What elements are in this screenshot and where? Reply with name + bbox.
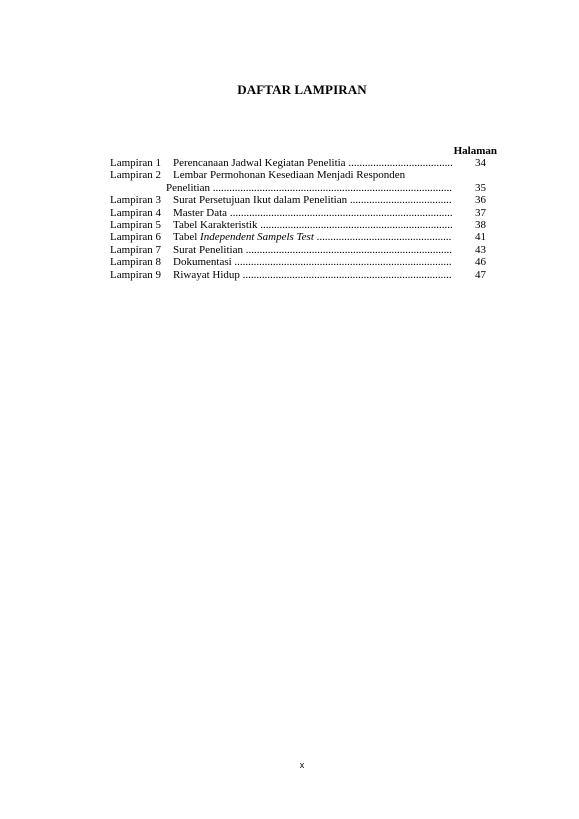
entry-label: Lampiran 5 bbox=[110, 218, 162, 231]
entry-page: 47 bbox=[475, 268, 486, 281]
entry-title: Riwayat Hidup ..... bbox=[173, 269, 452, 281]
entry-label: Lampiran 2 bbox=[110, 169, 162, 182]
entry-title: Dokumentasi ..... bbox=[173, 256, 452, 268]
list-item[interactable] bbox=[110, 207, 497, 219]
entry-page: 37 bbox=[475, 206, 486, 219]
entry-title bbox=[173, 231, 452, 243]
page-title: DAFTAR LAMPIRAN bbox=[237, 82, 367, 97]
entry-label: Lampiran 3 bbox=[110, 194, 162, 207]
list-item[interactable] bbox=[110, 269, 497, 281]
page-number: x bbox=[299, 760, 305, 770]
entry-title-italic: Independent Sampels Test bbox=[200, 231, 314, 244]
entry-title-continued: Penelitian ..... bbox=[166, 182, 452, 194]
list-item[interactable] bbox=[110, 194, 497, 206]
list-item[interactable] bbox=[110, 169, 497, 194]
list-item[interactable] bbox=[110, 256, 497, 268]
entry-page: 36 bbox=[475, 194, 486, 207]
entry-page: 41 bbox=[475, 231, 486, 244]
entry-page: 38 bbox=[475, 218, 486, 231]
entry-title: Master Data ..... bbox=[173, 207, 452, 219]
entry-page: 35 bbox=[475, 181, 486, 194]
entry-title: Tabel Karakteristik ..... bbox=[173, 219, 452, 231]
entry-label: Lampiran 9 bbox=[110, 268, 162, 281]
entry-label: Lampiran 8 bbox=[110, 256, 162, 269]
entry-label: Lampiran 4 bbox=[110, 206, 162, 219]
entry-title: Perencanaan Jadwal Kegiatan Penelitia ..... bbox=[173, 157, 452, 169]
list-item[interactable] bbox=[110, 244, 497, 256]
entry-page: 46 bbox=[475, 256, 486, 269]
list-item[interactable] bbox=[110, 219, 497, 231]
entry-page: 34 bbox=[475, 157, 486, 169]
appendix-list bbox=[110, 157, 497, 281]
entry-label: Lampiran 6 bbox=[110, 231, 162, 244]
entry-label: Lampiran 7 bbox=[110, 243, 162, 256]
list-item[interactable] bbox=[110, 231, 497, 243]
list-item[interactable] bbox=[110, 157, 497, 169]
entry-page: 43 bbox=[475, 243, 486, 256]
entry-title: Lembar Permohonan Kesediaan Menjadi Responden bbox=[173, 169, 406, 182]
entry-title: Surat Persetujuan Ikut dalam Penelitian ..... bbox=[173, 194, 452, 206]
entry-title-prefix: Tabel bbox=[173, 231, 201, 244]
page-column-header: Halaman bbox=[453, 145, 497, 157]
entry-label: Lampiran 1 bbox=[110, 157, 162, 169]
entry-title: Surat Penelitian ..... bbox=[173, 244, 452, 256]
